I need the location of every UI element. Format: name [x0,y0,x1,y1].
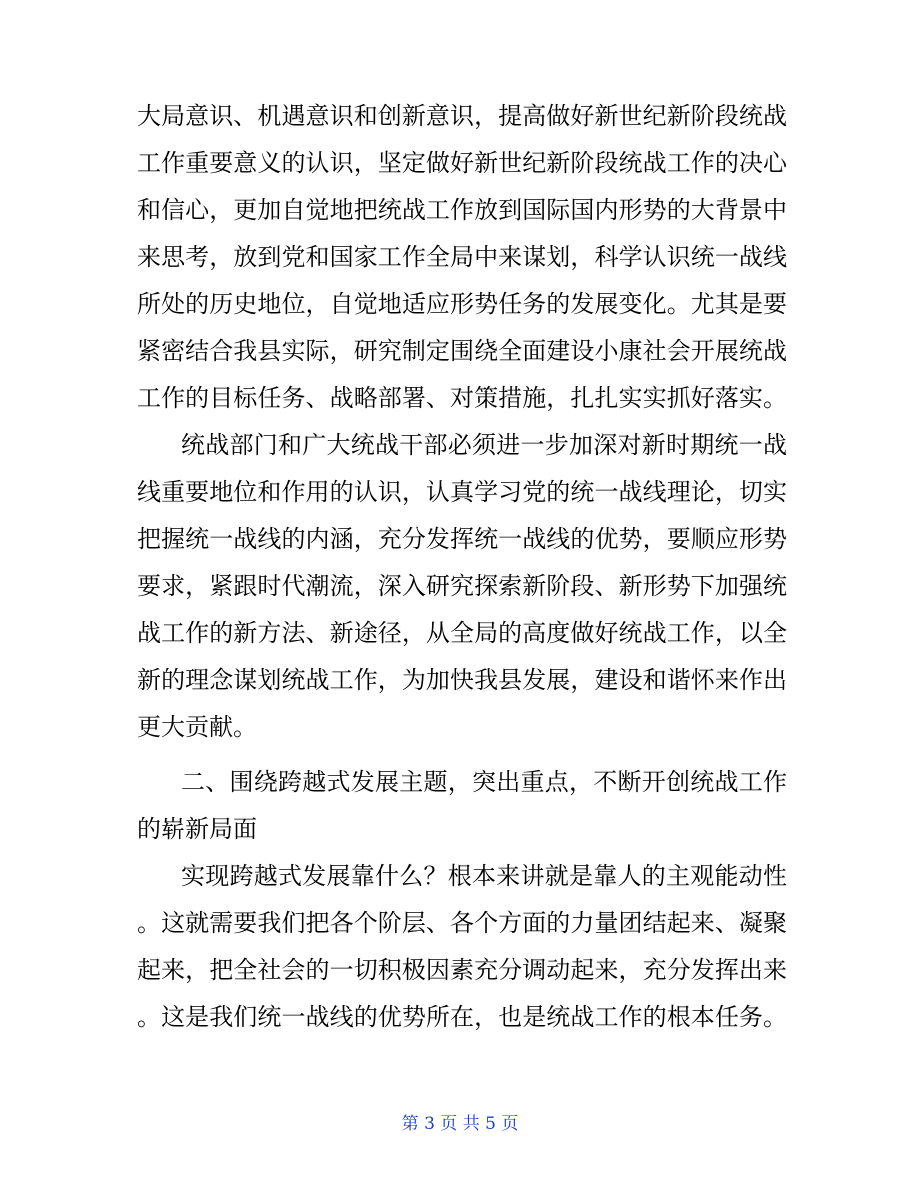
paragraph-line: 统战部门和广大统战干部必须进一步加深对新时期统一战 [181,431,787,459]
paragraph-line: 战工作的新方法、新途径，从全局的高度做好统战工作，以全 [137,619,787,647]
paragraph-line: 和信心，更加自觉地把统战工作放到国际国内形势的大背景中 [137,196,787,224]
paragraph-line: 紧密结合我县实际，研究制定围绕全面建设小康社会开展统战 [137,337,787,365]
paragraph-line: 。这是我们统一战线的优势所在，也是统战工作的根本任务。 [137,1003,787,1031]
section-heading-line: 二、围绕跨越式发展主题，突出重点，不断开创统战工作 [181,768,787,796]
paragraph-line: 起来，把全社会的一切积极因素充分调动起来，充分发挥出来 [137,956,787,984]
paragraph-line: 要求，紧跟时代潮流，深入研究探索新阶段、新形势下加强统 [137,572,787,600]
paragraph-line: 工作的目标任务、战略部署、对策措施，扎扎实实抓好落实。 [137,384,787,412]
paragraph-line: 所处的历史地位，自觉地适应形势任务的发展变化。尤其是要 [137,290,787,318]
section-heading-line: 的崭新局面 [137,815,257,843]
paragraph-line: 。这就需要我们把各个阶层、各个方面的力量团结起来、凝聚 [137,909,787,937]
paragraph-line: 实现跨越式发展靠什么？根本来讲就是靠人的主观能动性 [181,862,787,890]
paragraph-line: 线重要地位和作用的认识，认真学习党的统一战线理论，切实 [137,478,787,506]
page-number-footer: 第 3 页 共 5 页 [401,1114,519,1134]
paragraph-line: 新的理念谋划统战工作，为加快我县发展，建设和谐怀来作出 [137,666,787,694]
paragraph-line: 大局意识、机遇意识和创新意识，提高做好新世纪新阶段统战 [137,102,787,130]
paragraph-line: 更大贡献。 [137,713,257,741]
paragraph-line: 工作重要意义的认识，坚定做好新世纪新阶段统战工作的决心 [137,149,787,177]
paragraph-line: 来思考，放到党和国家工作全局中来谋划，科学认识统一战线 [137,243,787,271]
paragraph-line: 把握统一战线的内涵，充分发挥统一战线的优势，要顺应形势 [137,525,787,553]
